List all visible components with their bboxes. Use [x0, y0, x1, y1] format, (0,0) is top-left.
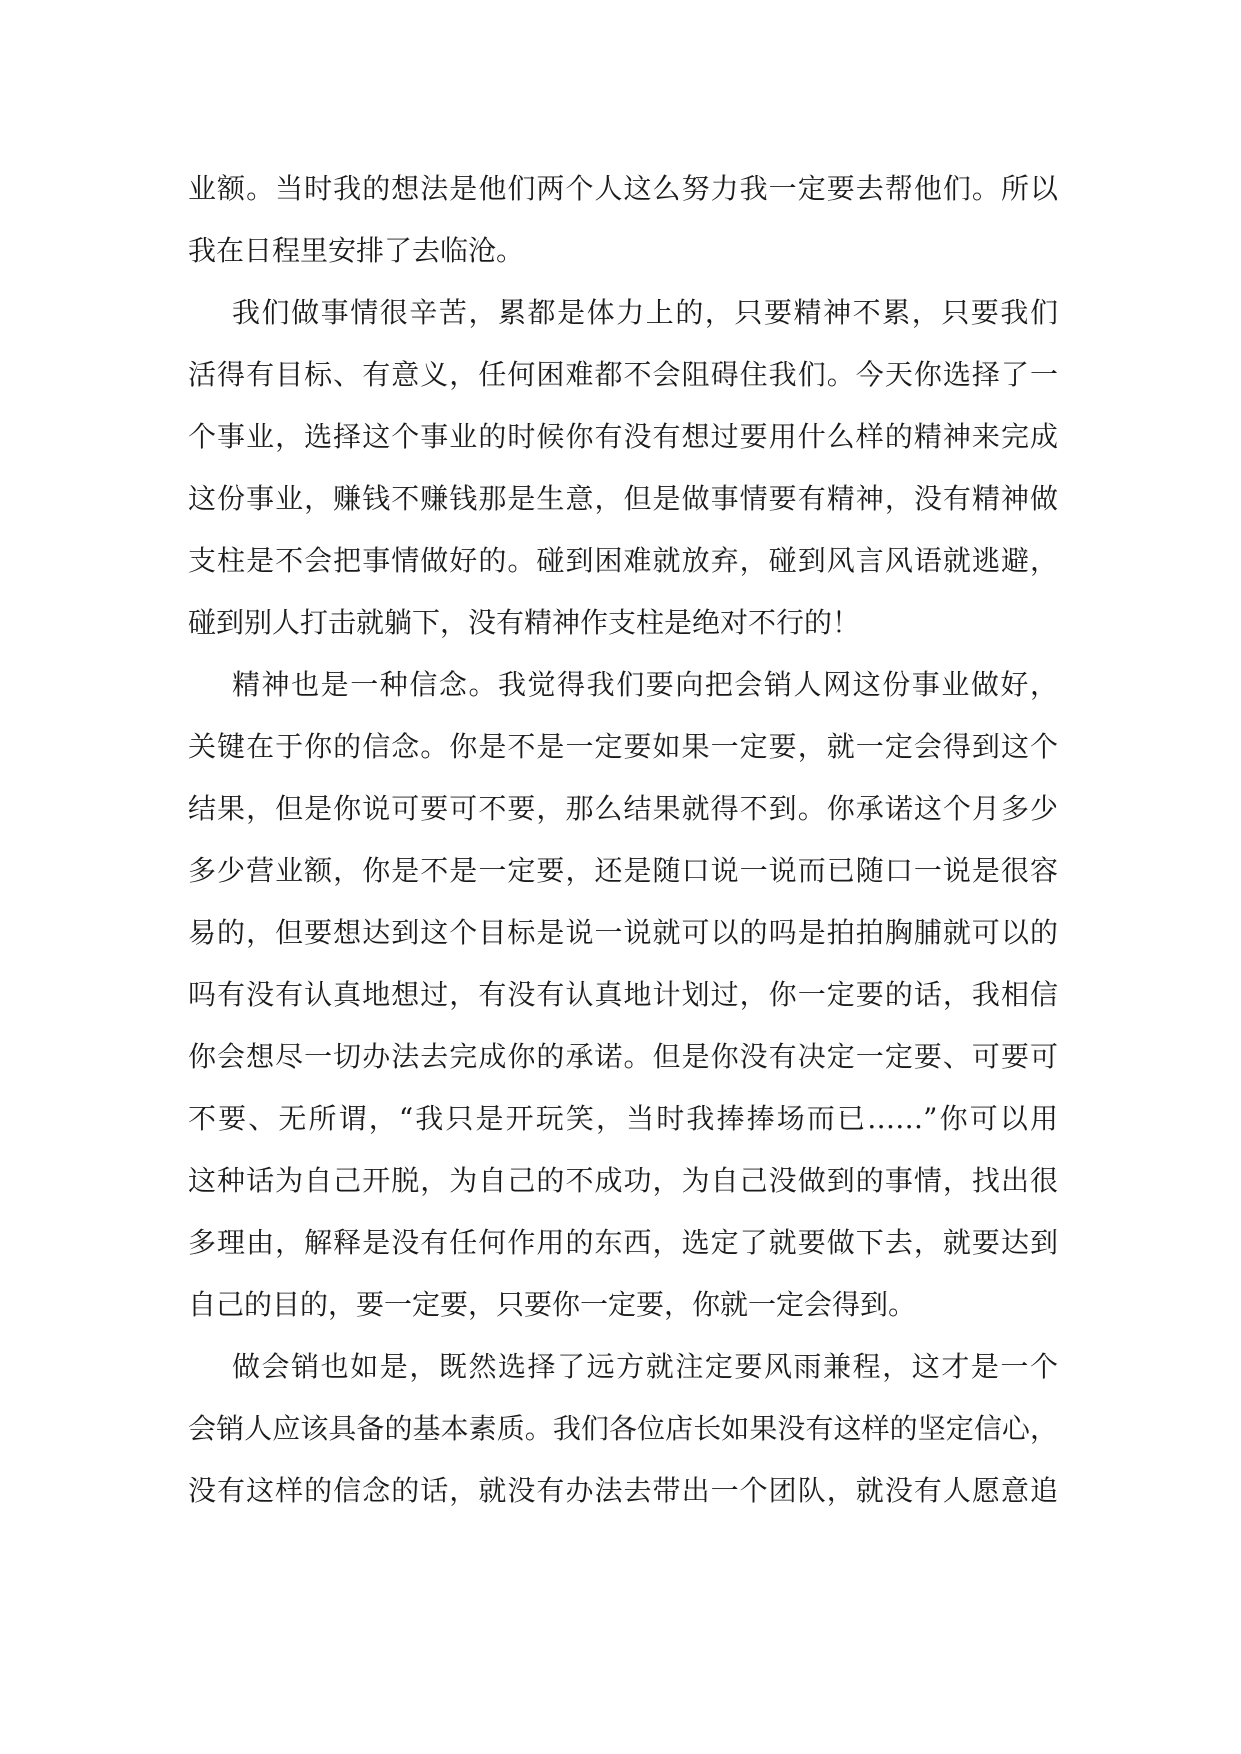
text-line: 活得有目标、有意义，任何困难都不会阻碍住我们。今天你选择了一 — [188, 358, 1058, 391]
text-line: 不要、无所谓，“我只是开玩笑，当时我捧捧场而已……”你可以用 — [188, 1102, 1058, 1135]
body-text — [188, 158, 1058, 1522]
text-line: 个事业，选择这个事业的时候你有没有想过要用什么样的精神来完成 — [188, 420, 1058, 453]
text-line: 我在日程里安排了去临沧。 — [188, 234, 525, 267]
text-line: 会销人应该具备的基本素质。我们各位店长如果没有这样的坚定信心， — [188, 1412, 1058, 1445]
text-line: 这种话为自己开脱，为自己的不成功，为自己没做到的事情，找出很 — [188, 1164, 1058, 1197]
text-line: 吗有没有认真地想过，有没有认真地计划过，你一定要的话，我相信 — [188, 978, 1058, 1011]
text-line: 多理由，解释是没有任何作用的东西，选定了就要做下去，就要达到 — [188, 1226, 1058, 1259]
text-line: 自己的目的，要一定要，只要你一定要，你就一定会得到。 — [188, 1288, 917, 1321]
text-line: 做会销也如是，既然选择了远方就注定要风雨兼程，这才是一个 — [232, 1350, 1058, 1383]
text-line: 我们做事情很辛苦，累都是体力上的，只要精神不累，只要我们 — [232, 296, 1058, 329]
text-line: 支柱是不会把事情做好的。碰到困难就放弃，碰到风言风语就逃避， — [188, 544, 1058, 577]
text-line: 业额。当时我的想法是他们两个人这么努力我一定要去帮他们。所以 — [188, 172, 1058, 205]
text-line: 这份事业，赚钱不赚钱那是生意，但是做事情要有精神，没有精神做 — [188, 482, 1058, 515]
text-line: 精神也是一种信念。我觉得我们要向把会销人网这份事业做好， — [232, 668, 1058, 701]
text-line: 易的，但要想达到这个目标是说一说就可以的吗是拍拍胸脯就可以的 — [188, 916, 1058, 949]
text-line: 碰到别人打击就躺下，没有精神作支柱是绝对不行的！ — [188, 606, 861, 639]
text-line: 多少营业额，你是不是一定要，还是随口说一说而已随口一说是很容 — [188, 854, 1058, 887]
text-line: 没有这样的信念的话，就没有办法去带出一个团队，就没有人愿意追 — [188, 1474, 1058, 1507]
text-line: 你会想尽一切办法去完成你的承诺。但是你没有决定一定要、可要可 — [188, 1040, 1058, 1073]
text-line: 关键在于你的信念。你是不是一定要如果一定要，就一定会得到这个 — [188, 730, 1058, 763]
text-line: 结果，但是你说可要可不要，那么结果就得不到。你承诺这个月多少 — [188, 792, 1058, 825]
